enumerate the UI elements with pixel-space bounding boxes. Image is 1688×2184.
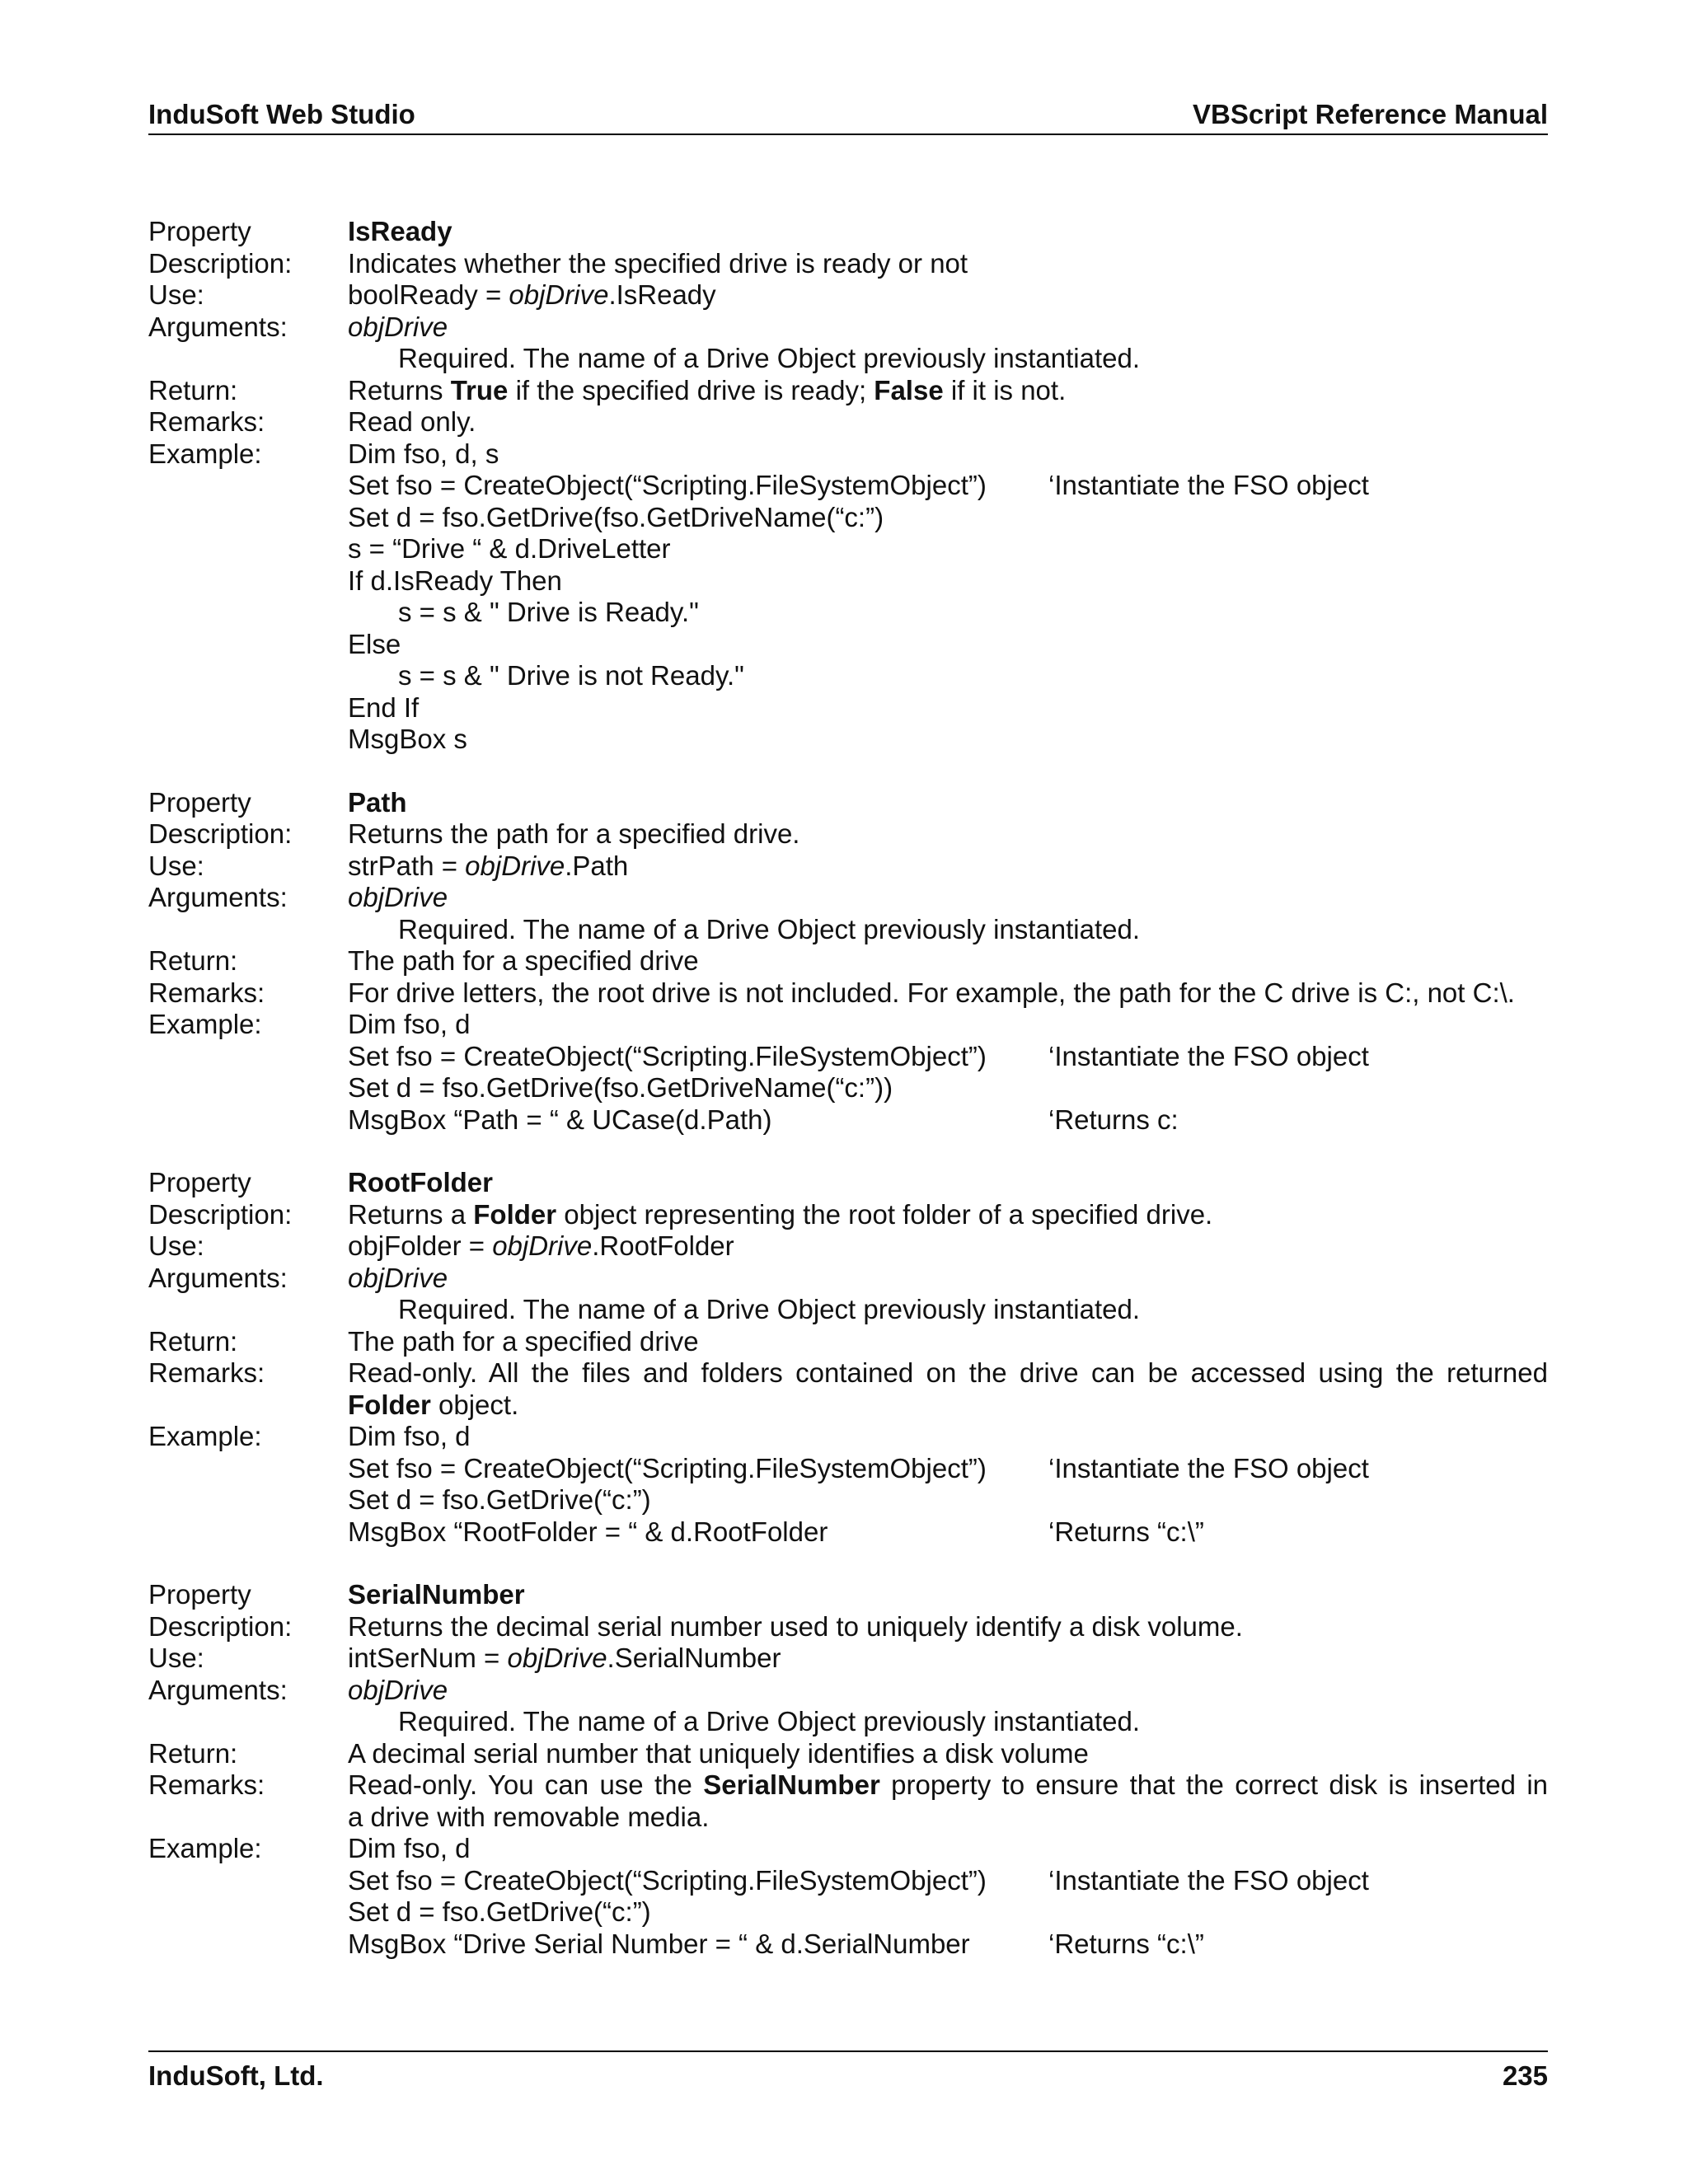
label-example: Example: xyxy=(148,1421,262,1451)
label-description: Description: xyxy=(148,1198,293,1230)
code-line: Set d = fso.GetDrive(fso.GetDriveName(“c:”) xyxy=(348,501,884,532)
label-use: Use: xyxy=(148,1230,204,1261)
label-remarks: Remarks: xyxy=(148,406,265,437)
remarks-text: Read only. xyxy=(348,406,476,437)
page-number: 235 xyxy=(1502,2060,1548,2091)
description-text: Returns the path for a specified drive. xyxy=(348,818,800,849)
code-line: Dim fso, d xyxy=(348,1833,471,1863)
argument-name: objDrive xyxy=(348,1674,448,1705)
header-right: VBScript Reference Manual xyxy=(1193,99,1548,129)
code-line: s = s & " Drive is Ready." xyxy=(398,597,699,627)
code-line: Else xyxy=(348,628,401,659)
code-line: Set d = fso.GetDrive(“c:”) xyxy=(348,1896,651,1927)
code-line: If d.IsReady Then xyxy=(348,565,562,596)
page-footer xyxy=(148,2050,1548,2092)
argument-name: objDrive xyxy=(348,1262,448,1293)
code-line: Set fso = CreateObject(“Scripting.FileSystemObject”) ‘Instantiate the FSO object xyxy=(348,1452,1369,1483)
use-text: strPath = objDrive.Path xyxy=(348,850,629,881)
code-line: End If xyxy=(348,691,420,723)
description-text: Returns a Folder object representing the root folder of a specified drive. xyxy=(348,1198,1213,1230)
argument-description: Required. The name of a Drive Object previously instantiated. xyxy=(398,1294,1141,1324)
label-property: Property xyxy=(148,1167,251,1197)
label-description: Description: xyxy=(148,1610,293,1642)
section-serialnumber xyxy=(148,1579,1548,1960)
label-property: Property xyxy=(148,786,251,818)
argument-description: Required. The name of a Drive Object previously instantiated. xyxy=(398,913,1141,944)
code-line: Dim fso, d xyxy=(348,1421,471,1451)
label-property: Property xyxy=(148,1579,251,1610)
code-comment: ‘Instantiate the FSO object xyxy=(1048,1040,1369,1071)
return-text: The path for a specified drive xyxy=(348,1325,699,1357)
label-example: Example: xyxy=(148,1009,262,1039)
footer-left: InduSoft, Ltd. xyxy=(148,2060,324,2091)
code-line: Set fso = CreateObject(“Scripting.FileSystemObject”) ‘Instantiate the FSO object xyxy=(348,1864,1369,1896)
code-comment: ‘Returns “c:\” xyxy=(1048,1928,1204,1959)
code-line: MsgBox “Path = “ & UCase(d.Path) ‘Returns c: xyxy=(348,1104,1179,1135)
page-content xyxy=(148,216,1548,1960)
property-name: RootFolder xyxy=(348,1167,493,1197)
return-text: The path for a specified drive xyxy=(348,945,699,976)
label-description: Description: xyxy=(148,247,293,279)
label-return: Return: xyxy=(148,1325,238,1357)
code-line: Set fso = CreateObject(“Scripting.FileSystemObject”) ‘Instantiate the FSO object xyxy=(348,470,1369,500)
code-line: Set d = fso.GetDrive(“c:”) xyxy=(348,1484,651,1515)
code-line: MsgBox “Drive Serial Number = “ & d.SerialNumber ‘Returns “c:\” xyxy=(348,1928,1204,1959)
label-arguments: Arguments: xyxy=(148,882,288,912)
code-line: Set d = fso.GetDrive(fso.GetDriveName(“c:”)) xyxy=(348,1072,893,1103)
page-header xyxy=(148,97,1548,135)
section-path xyxy=(148,787,1548,1137)
code-comment: ‘Instantiate the FSO object xyxy=(1048,1864,1369,1896)
property-name: IsReady xyxy=(348,216,452,246)
remarks-text-cont: a drive with removable media. xyxy=(348,1801,710,1832)
label-description: Description: xyxy=(148,818,293,849)
property-name: Path xyxy=(348,786,407,818)
label-use: Use: xyxy=(148,279,204,310)
code-line: MsgBox s xyxy=(348,724,467,754)
label-use: Use: xyxy=(148,850,204,881)
code-comment: ‘Instantiate the FSO object xyxy=(1048,470,1369,500)
argument-description: Required. The name of a Drive Object previously instantiated. xyxy=(398,1706,1141,1736)
label-return: Return: xyxy=(148,1737,238,1769)
label-return: Return: xyxy=(148,945,238,976)
argument-name: objDrive xyxy=(348,311,448,342)
argument-name: objDrive xyxy=(348,882,448,912)
label-remarks: Remarks: xyxy=(148,977,265,1008)
remarks-text: For drive letters, the root drive is not included. For example, the path for the C drive is C:, not C:\. xyxy=(348,977,1515,1008)
return-text: Returns True if the specified drive is ready; False if it is not. xyxy=(348,374,1067,405)
code-line: s = “Drive “ & d.DriveLetter xyxy=(348,533,671,564)
description-text: Returns the decimal serial number used to uniquely identify a disk volume. xyxy=(348,1610,1243,1642)
section-isready xyxy=(148,216,1548,756)
use-text: objFolder = objDrive.RootFolder xyxy=(348,1230,734,1261)
code-line: Dim fso, d xyxy=(348,1009,471,1039)
code-line: Dim fso, d, s xyxy=(348,438,499,469)
code-comment: ‘Returns c: xyxy=(1048,1104,1179,1135)
code-comment: ‘Instantiate the FSO object xyxy=(1048,1452,1369,1483)
header-left: InduSoft Web Studio xyxy=(148,99,415,129)
label-example: Example: xyxy=(148,438,262,469)
code-comment: ‘Returns “c:\” xyxy=(1048,1516,1204,1547)
use-text: intSerNum = objDrive.SerialNumber xyxy=(348,1643,781,1673)
use-text: boolReady = objDrive.IsReady xyxy=(348,279,716,310)
label-arguments: Arguments: xyxy=(148,311,288,342)
section-rootfolder xyxy=(148,1167,1548,1548)
property-name: SerialNumber xyxy=(348,1579,525,1610)
remarks-text: Read-only. All the files and folders contained on the drive can be accessed using the returned xyxy=(348,1357,1548,1388)
label-arguments: Arguments: xyxy=(148,1674,288,1705)
label-property: Property xyxy=(148,216,251,246)
code-line: MsgBox “RootFolder = “ & d.RootFolder ‘Returns “c:\” xyxy=(348,1516,1204,1547)
return-text: A decimal serial number that uniquely identifies a disk volume xyxy=(348,1737,1089,1769)
remarks-text: Read-only. You can use the SerialNumber property to ensure that the correct disk is inserted in xyxy=(348,1769,1549,1800)
remarks-text-cont: Folder object. xyxy=(348,1389,519,1420)
label-arguments: Arguments: xyxy=(148,1262,288,1293)
label-remarks: Remarks: xyxy=(148,1357,265,1388)
label-use: Use: xyxy=(148,1643,204,1673)
label-example: Example: xyxy=(148,1833,262,1863)
label-return: Return: xyxy=(148,374,238,405)
argument-description: Required. The name of a Drive Object previously instantiated. xyxy=(398,343,1141,373)
code-line: s = s & " Drive is not Ready." xyxy=(398,660,744,691)
label-remarks: Remarks: xyxy=(148,1769,265,1800)
code-line: Set fso = CreateObject(“Scripting.FileSystemObject”) ‘Instantiate the FSO object xyxy=(348,1040,1369,1071)
description-text: Indicates whether the specified drive is ready or not xyxy=(348,247,968,279)
